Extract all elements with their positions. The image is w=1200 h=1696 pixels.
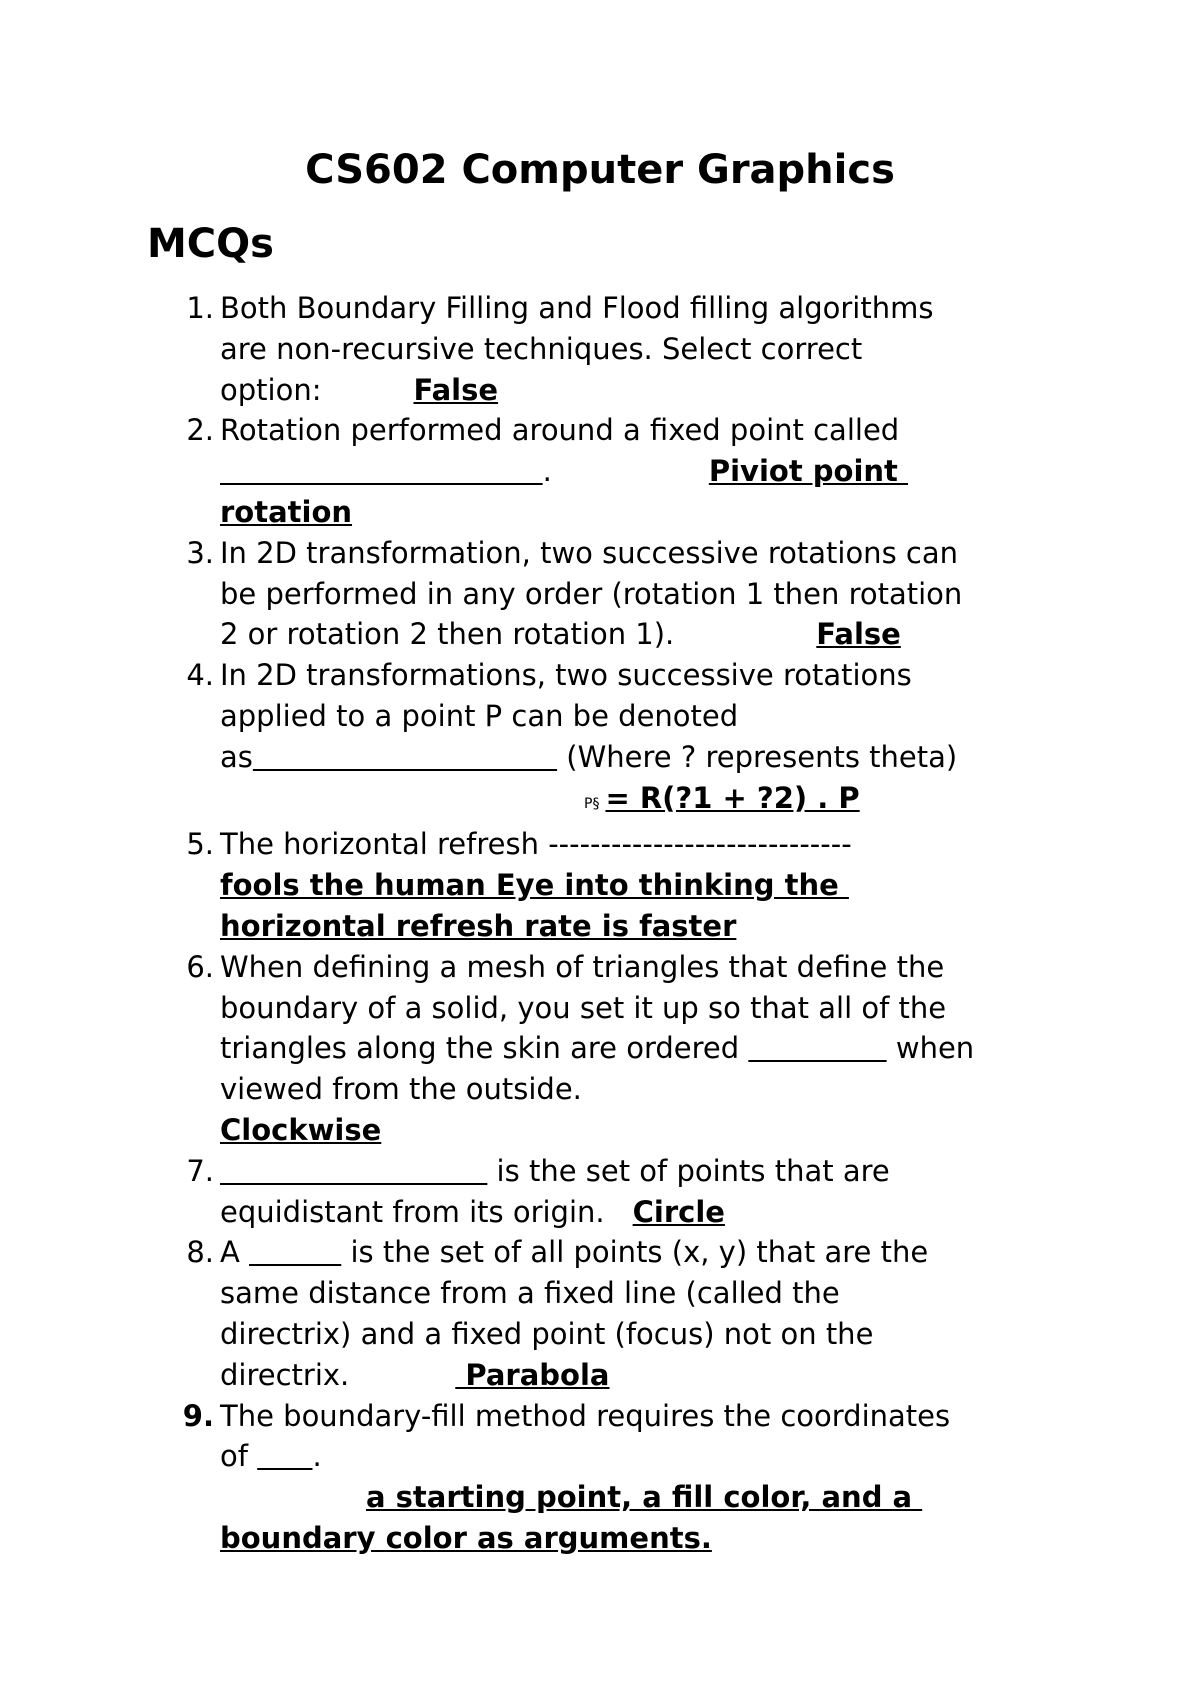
question-text: When defining a mesh of triangles that define the bbox=[220, 949, 945, 984]
question-item bbox=[0, 655, 1062, 824]
question-text: 2 or rotation 2 then rotation 1). bbox=[220, 617, 675, 652]
question-text-line bbox=[220, 1436, 1062, 1477]
answer-text: Clockwise bbox=[220, 1112, 382, 1147]
question-text: The horizontal refresh ----------------------------- bbox=[220, 827, 852, 862]
question-list bbox=[0, 288, 1200, 1559]
question-text-line bbox=[220, 778, 1062, 825]
question-text: option: bbox=[220, 372, 322, 407]
question-text: Both Boundary Filling and Flood filling algorithms bbox=[220, 291, 934, 325]
answer-text: = R(?1 + ?2) . P bbox=[605, 780, 860, 815]
question-number: 5. bbox=[186, 827, 214, 862]
question-text: directrix. bbox=[220, 1357, 350, 1392]
answer-text: Parabola bbox=[455, 1357, 610, 1392]
fill-in-blank bbox=[257, 1439, 312, 1473]
question-text: as bbox=[220, 739, 253, 774]
question-text-line bbox=[220, 1110, 1062, 1151]
fill-in-blank bbox=[748, 1031, 886, 1065]
fill-in-blank bbox=[253, 740, 557, 774]
question-text: (Where ? represents theta) bbox=[557, 739, 958, 774]
question-text: are non-recursive techniques. Select correct bbox=[220, 331, 863, 366]
question-text: In 2D transformations, two successive rotations bbox=[220, 658, 912, 693]
question-item bbox=[0, 1396, 1062, 1559]
question-text: be performed in any order (rotation 1 then rotation bbox=[220, 576, 963, 611]
question-number: 9. bbox=[182, 1398, 214, 1433]
question-text: The boundary-fill method requires the coordinates bbox=[220, 1398, 951, 1433]
question-item bbox=[0, 533, 1062, 655]
answer-text: horizontal refresh rate is faster bbox=[220, 908, 737, 943]
question-text-line bbox=[220, 737, 1062, 778]
section-heading: MCQs bbox=[147, 221, 274, 267]
question-text-line bbox=[220, 614, 1062, 655]
answer-text: False bbox=[413, 372, 499, 407]
question-text: applied to a point P can be denoted bbox=[220, 698, 739, 733]
question-text: same distance from a fixed line (called the bbox=[220, 1276, 840, 1311]
question-item bbox=[0, 824, 1062, 946]
question-text-line bbox=[220, 1355, 1062, 1396]
question-number: 1. bbox=[186, 291, 214, 325]
question-text: is the set of all points (x, y) that are the bbox=[341, 1235, 929, 1270]
question-number: 4. bbox=[186, 658, 214, 693]
fill-in-blank bbox=[220, 454, 543, 488]
question-text: A bbox=[220, 1235, 250, 1270]
fill-in-blank bbox=[249, 1235, 341, 1269]
question-text-line bbox=[220, 451, 1062, 492]
question-text: triangles along the skin are ordered bbox=[220, 1031, 749, 1066]
answer-text: False bbox=[816, 617, 901, 652]
answer-text: Piviot point bbox=[708, 454, 909, 489]
question-number: 6. bbox=[186, 949, 214, 984]
question-text-line bbox=[220, 906, 1062, 947]
answer-text: boundary color as arguments. bbox=[220, 1520, 712, 1555]
fill-in-blank bbox=[220, 1154, 487, 1188]
symbol-mark: P§ bbox=[584, 795, 600, 812]
question-text-line bbox=[220, 1028, 1062, 1069]
question-text: viewed from the outside. bbox=[220, 1072, 582, 1107]
question-item bbox=[0, 410, 1062, 532]
question-text-line bbox=[220, 1151, 1062, 1192]
document-title: CS602 Computer Graphics bbox=[305, 147, 895, 193]
question-text: of bbox=[220, 1439, 258, 1474]
question-text-line bbox=[220, 370, 1062, 411]
question-text: In 2D transformation, two successive rotations can bbox=[220, 535, 958, 570]
question-number: 3. bbox=[186, 535, 214, 570]
question-item bbox=[0, 1232, 1062, 1395]
question-number: 2. bbox=[186, 413, 214, 448]
question-text: boundary of a solid, you set it up so that all of the bbox=[220, 990, 947, 1025]
question-text-line bbox=[220, 492, 1062, 533]
question-item bbox=[0, 1151, 1062, 1233]
question-text-line bbox=[220, 1477, 1062, 1518]
question-text: . bbox=[542, 454, 552, 489]
answer-text: Circle bbox=[632, 1194, 725, 1229]
question-text-line bbox=[220, 1232, 1062, 1273]
question-text-line bbox=[220, 865, 1062, 906]
question-text-line bbox=[220, 1518, 1062, 1559]
question-number: 8. bbox=[186, 1235, 214, 1270]
question-text: Rotation performed around a fixed point called bbox=[220, 413, 900, 448]
answer-text: fools the human Eye into thinking the bbox=[220, 868, 849, 903]
question-number: 7. bbox=[186, 1153, 214, 1188]
question-item bbox=[0, 947, 1062, 1151]
question-text: directrix) and a fixed point (focus) not on the bbox=[220, 1316, 874, 1351]
answer-text: a starting point, a fill color, and a bbox=[366, 1480, 923, 1515]
question-text: is the set of points that are bbox=[487, 1153, 890, 1188]
answer-text: rotation bbox=[220, 494, 353, 529]
question-text: when bbox=[886, 1031, 975, 1066]
question-text-line bbox=[220, 1192, 1062, 1233]
question-text: . bbox=[312, 1439, 322, 1474]
question-text: equidistant from its origin. bbox=[220, 1194, 605, 1229]
question-item bbox=[0, 288, 1062, 410]
